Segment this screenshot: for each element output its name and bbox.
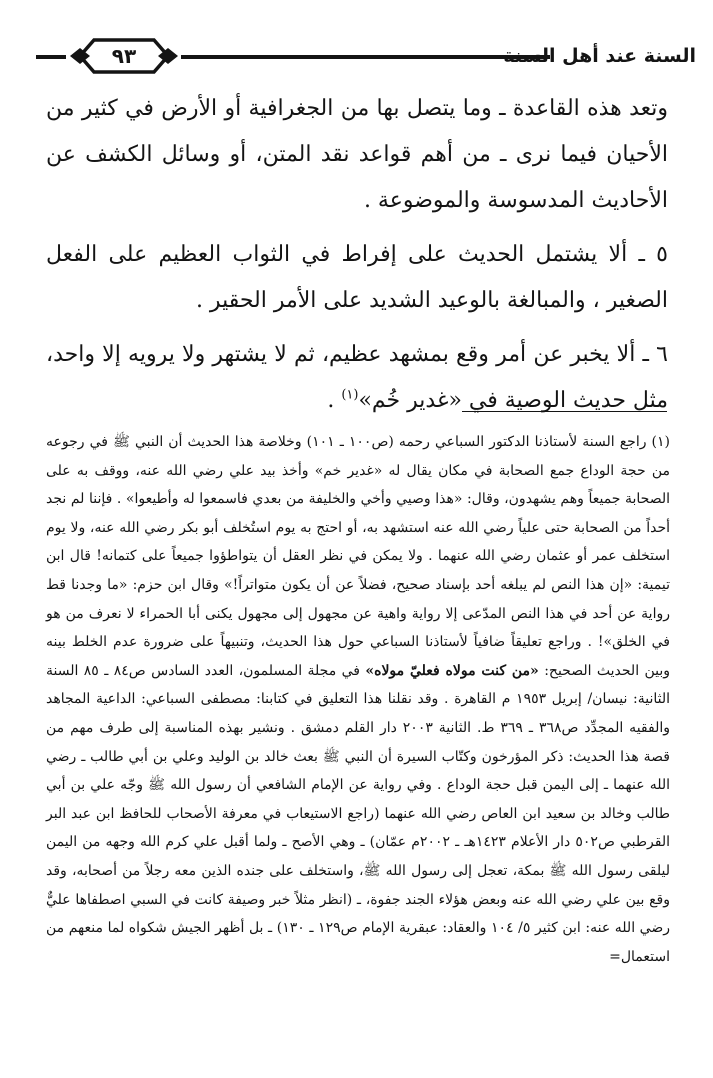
footnote-divider <box>462 411 667 412</box>
footnote-reference: (١) <box>341 387 359 403</box>
page-number-ornament <box>70 34 178 78</box>
main-text <box>46 86 668 432</box>
header-rule-right <box>181 55 550 59</box>
running-title: السنة عند أهل السنة <box>503 45 696 67</box>
footnote <box>46 428 670 971</box>
footnote-bold-hadith: «من كنت مولاه فعليّ مولاه» <box>365 662 539 679</box>
paragraph-3-text: ٦ ـ ألا يخبر عن أمر وقع بمشهد عظيم، ثم لا يشتهر ولا يرويه إلا واحد، مثل حديث الوصية في «غدير خُم» <box>46 342 668 413</box>
paragraph-3-end: . <box>327 388 342 413</box>
page-number: ٩٣ <box>111 44 137 68</box>
paragraph-1: وتعد هذه القاعدة ـ وما يتصل بها من الجغرافية أو الأرض في كثير من الأحيان فيما نرى ـ من أهم قواعد نقد المتن، أو وسائل الكشف عن الأحاديث المدسوسة والموضوعة . <box>46 96 668 213</box>
page-header <box>36 34 696 78</box>
paragraph-2: ٥ ـ ألا يشتمل الحديث على إفراط في الثواب العظيم على الفعل الصغير ، والمبالغة بالوعيد الشديد على الأمر الحقير . <box>46 242 668 313</box>
footnote-part-1: (١) راجع السنة لأستاذنا الدكتور السباعي رحمه (ص١٠٠ ـ ١٠١) وخلاصة هذا الحديث أن النبي ﷺ في رجوعه من حجة الوداع جمع الصحابة في مكان يقال له «غدير خم» وأخذ بيد علي رضي الله عنه، ووقف به على الصحابة جميعاً وهم يشهدون، وقال: «هذا وصيي وأخي والخليفة من بعدي فاسمعوا له وأطيعوا» . فإننا لم نجد أحداً من الصحابة حتى علياً رضي الله عنه استشهد به، أو احتج به يوم استُخلف أبو بكر رضي الله عنه، ولا يوم استخلف عمر أو عثمان رضي الله عنهما . ولا يمكن في نظر العقل أن يتواطؤوا جميعاً على كتمانه! قال ابن تيمية: «إن هذا النص لم يبلغه أحد بإسناد صحيح، فضلاً عن أن يكون متواتراً!» وقال ابن حزم: «ما وجدنا قط رواية عن أحد في هذا النص المدّعى إلا رواية واهية عن مجهول إلى مجهول يكنى أبا الحمراء لا نعرف من هو في الخلق»! . وراجع تعليقاً ضافياً لأستاذنا السباعي حول هذا الحديث، وتنبيهاً على ضرورة عدم الخلط بينه وبين الحديث الصحيح: <box>46 434 671 679</box>
footnote-part-2: في مجلة المسلمون، العدد السادس ص٨٤ ـ ٨٥ السنة الثانية: نيسان/ إبريل ١٩٥٣ م القاهرة . وقد نقلنا هذا التعليق في كتابنا: مصطفى السباعي: الداعية المجاهد والفقيه المجدِّد ص٣٦٨ ـ ٣٦٩ ط. الثانية ٢٠٠٣ دار القلم دمشق . ونشير بهذه المناسبة إلى طرف مهم من قصة هذا الحديث: ذكر المؤرخون وكتّاب السيرة أن النبي ﷺ بعث خالد بن الوليد وعلي بن أبي طالب ـ رضي الله عنهما ـ إلى اليمن قبل حجة الوداع . وفي رواية عن الإمام الشافعي أن رسول الله ﷺ وجّه علي بن أبي طالب وخالد بن سعيد ابن العاص رضي الله عنهما (راجع الاستيعاب في معرفة الأصحاب للحافظ ابن عبد البر القرطبي ص٥٠٢ دار الأعلام ١٤٢٣هـ ـ ٢٠٠٢م عمّان) ـ وهي الأصح ـ ولما أقبل علي كرم الله وجهه من اليمن ليلقى رسول الله ﷺ بمكة، تعجل إلى رسول الله ﷺ، واستخلف على جنده الذين معه رجلاً من أصحابه، وقد وقع بين علي رضي الله عنه وبعض هؤلاء الجند جفوة، ـ (انظر مثلاً خبر وصيفة كانت في السبي اصطفاها عليٌّ رضي الله عنه: ابن كثير ٥/ ١٠٤ والعقاد: عبقرية الإمام ص١٢٩ ـ ١٣٠) ـ بل أظهر الجيش شكواه لما منعهم من استعمال= <box>46 662 670 965</box>
header-rule-left <box>36 55 66 59</box>
